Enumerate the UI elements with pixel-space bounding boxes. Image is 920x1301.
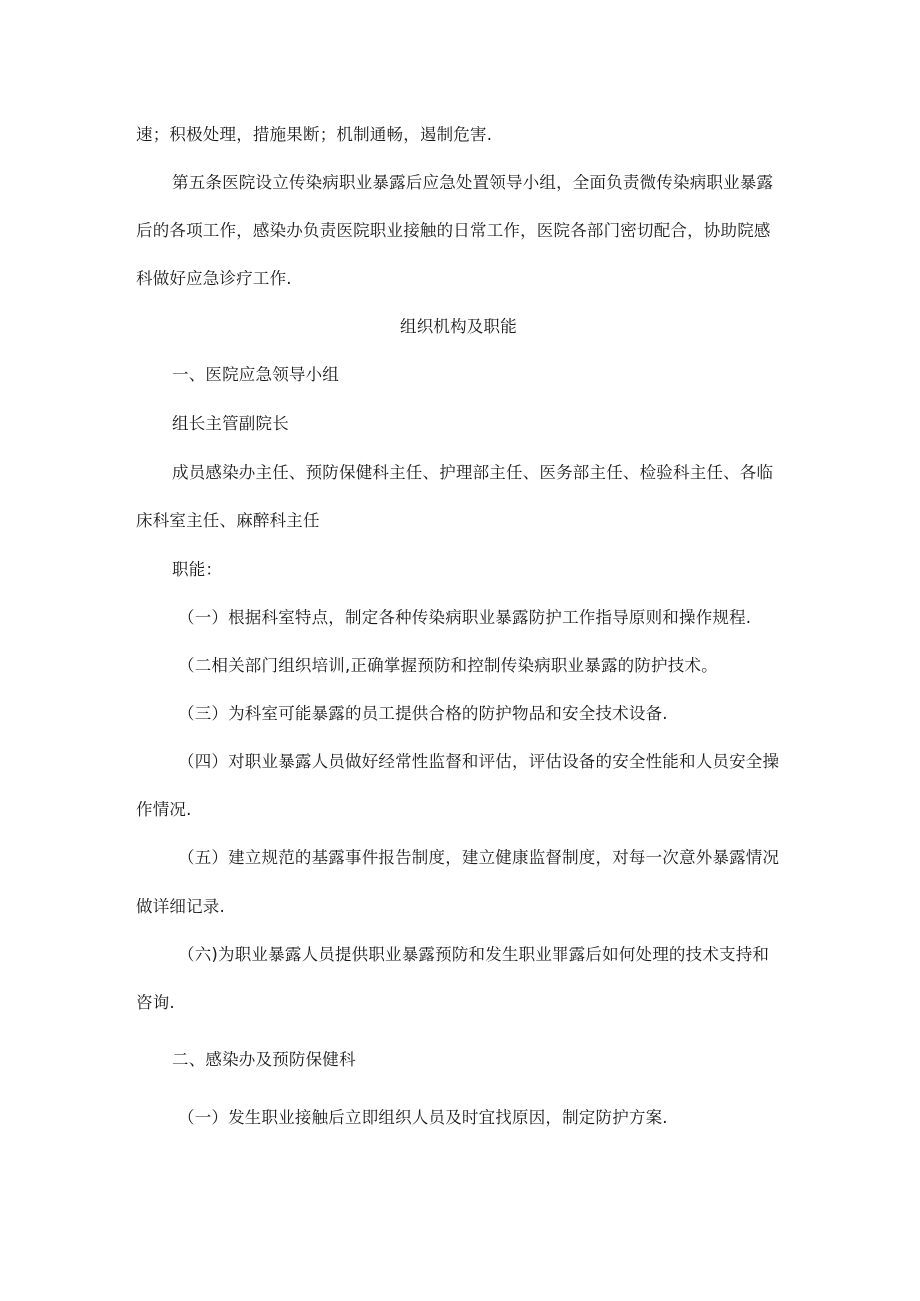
- section-title: 组织机构及职能: [400, 317, 517, 336]
- group1-leader: 组长主管副院长: [172, 414, 289, 433]
- group2-heading: 二、感染办及预防保健科: [172, 1050, 356, 1069]
- article5-line-2: 后的各项工作，感染办负责医院职业接触的日常工作，医院各部门密切配合，协助院感: [136, 221, 771, 240]
- group1-heading: 一、医院应急领导小组: [172, 365, 339, 384]
- duty-2: （二相关部门组织培训,正确掌握预防和控制传染病职业暴露的防护技术。: [178, 656, 718, 675]
- duty-4-line-2: 作情况.: [136, 800, 192, 819]
- duty-4-line-1: （四）对职业暴露人员做好经常性监督和评估，评估设备的安全性能和人员安全操: [178, 752, 780, 771]
- duty-5-line-1: （五）建立规范的基露事件报告制度，建立健康监督制度，对每一次意外暴露情况: [178, 848, 780, 867]
- article5-line-1: 第五条医院设立传染病职业暴露后应急处置领导小组，全面负责微传染病职业暴露: [172, 173, 774, 192]
- group1-members-line-1: 成员感染办主任、预防保健科主任、护理部主任、医务部主任、检验科主任、各临: [172, 463, 774, 482]
- group1-duties-label: 职能：: [172, 560, 223, 579]
- group2-duty-1: （一）发生职业接触后立即组织人员及时宜找原因，制定防护方案.: [178, 1108, 668, 1127]
- duty-1: （一）根据科室特点，制定各种传染病职业暴露防护工作指导原则和操作规程.: [178, 608, 752, 627]
- duty-6-line-2: 咨询.: [136, 993, 175, 1012]
- intro-line: 速；积极处理，措施果断；机制通畅，遏制危害.: [136, 125, 493, 144]
- article5-line-3: 科做好应急诊疗工作.: [136, 269, 292, 288]
- duty-6-line-1: （六)为职业暴露人员提供职业暴露预防和发生职业罪露后如何处理的技术支持和: [178, 945, 770, 964]
- duty-5-line-2: 做详细记录.: [136, 897, 225, 916]
- group1-members-line-2: 床科室主任、麻醉科主任: [136, 511, 320, 530]
- duty-3: （三）为科室可能暴露的员工提供合格的防护物品和安全技术设备.: [178, 704, 668, 723]
